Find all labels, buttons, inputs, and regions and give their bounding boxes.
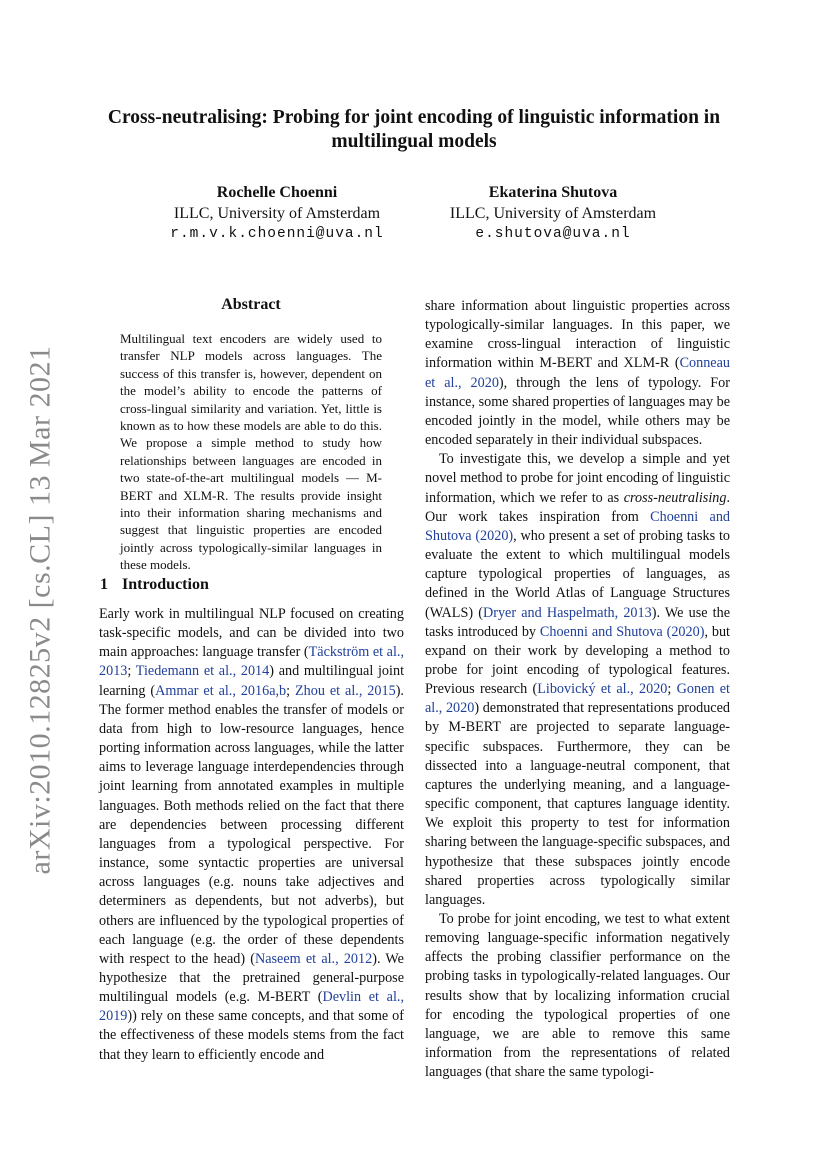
body-text: Early work in multilingual NLP focused on creating task-specific models, and can be divided into two main approaches: language transfer ( <box>99 606 404 661</box>
body-text: ; <box>127 663 136 680</box>
citation-link[interactable]: Devlin et al., 2019 <box>99 989 405 1025</box>
section-heading <box>100 576 209 594</box>
citation-link[interactable]: Choenni and Shutova (2020) <box>425 508 731 544</box>
author-affiliation: ILLC, University of Amsterdam <box>449 205 657 222</box>
author-email[interactable]: r.m.v.k.choenni@uva.nl <box>170 226 384 242</box>
paragraph <box>99 605 404 1065</box>
citation-link[interactable]: Zhou et al., 2015 <box>295 682 396 699</box>
abstract-heading: Abstract <box>221 296 281 313</box>
author-email[interactable]: e.shutova@uva.nl <box>475 226 631 242</box>
paragraph <box>425 910 730 1082</box>
author-affiliation: ILLC, University of Amsterdam <box>173 205 381 222</box>
body-text: ). We use the tasks introduced by <box>425 604 731 640</box>
body-text: , who present a set of probing tasks to evaluate the extent to which multilingual models capture typological properties of languages, as defined in the World Atlas of Language Structures (WALS) ( <box>425 527 730 621</box>
body-text: ) and multilingual joint learning ( <box>99 663 405 699</box>
body-text: To probe for joint encoding, we test to what extent removing language-specific information negatively affects the probing classifier performance on the probing tasks in typologically-related languages. Our results show that by localizing information crucial for encoding the typological properties of one language, we are able to remove this same information from the representations of related languages (that share the same typologi- <box>425 911 730 1081</box>
paragraph <box>425 450 730 910</box>
left-column <box>99 605 404 1065</box>
author-block-1 <box>142 182 412 245</box>
body-text: ). We hypothesize that the pretrained general-purpose multilingual models (e.g. M-BERT ( <box>99 950 404 1006</box>
body-text: , but expand on their work by developing a method to probe for joint encoding of typological features. Previous research ( <box>425 623 730 698</box>
paragraph <box>425 297 730 450</box>
body-text: ). The former method enables the transfer of models or data from high to low-resource languages, hence porting information across languages, while the latter aims to leverage language interdependencies through joint learning from annotated examples in multiple languages. Both methods relied on the fact that there are dependencies between processing different languages from a typological perspective. For instance, some syntactic properties are universal across languages (e.g. nouns take adjectives and determiners as dependents, but not adverbs), but others are influenced by the typological properties of each language (e.g. the order of these dependents with respect to the head) ( <box>99 682 404 967</box>
author-name: Rochelle Choenni <box>216 184 338 201</box>
section-title: Introduction <box>122 576 209 593</box>
citation-link[interactable]: Tiedemann et al., 2014 <box>135 663 270 680</box>
arxiv-identifier: arXiv:2010.12825v2 [cs.CL] 13 Mar 2021 <box>23 345 56 875</box>
body-text: ), through the lens of typology. For instance, some shared properties of languages may be encoded jointly in the model, while others may be encoded separately in their individual subspaces. <box>425 374 730 449</box>
citation-link[interactable]: Choenni and Shutova (2020) <box>539 623 705 640</box>
body-text: To investigate this, we develop a simple and yet novel method to probe for joint encoding of linguistic information, which we refer to as <box>425 451 730 506</box>
body-text: ; <box>667 681 677 698</box>
body-text: ; <box>286 682 296 699</box>
citation-link[interactable]: Naseem et al., 2012 <box>254 950 373 967</box>
emphasis-term: cross-neutralising <box>623 489 727 506</box>
arxiv-side-stamp <box>12 345 68 875</box>
body-text: . Our work takes inspiration from <box>425 489 730 525</box>
body-text: )) rely on these same concepts, and that some of the effectiveness of these models stems from the fact that they learn to efficiently encode and <box>99 1008 404 1063</box>
abstract-text: Multilingual text encoders are widely used to transfer NLP models across languages. The success of this transfer is, however, dependent on the model’s ability to encode the patterns of cross-lingual similarity and variation. Yet, little is known as to how these models are able to do this. We propose a simple method to study how relationships between languages are encoded in two state-of-the-art multilingual models — M-BERT and XLM-R. The results provide insight into their information sharing mechanisms and suggest that linguistic properties are encoded jointly across typologically-similar languages in these models. <box>120 331 382 573</box>
right-column <box>425 297 730 1082</box>
paper-title: Cross-neutralising: Probing for joint encoding of linguistic information in multilingual models <box>107 107 721 152</box>
citation-link[interactable]: Ammar et al., 2016a,b <box>155 682 287 699</box>
body-text: ) demonstrated that representations produced by M-BERT are projected to separate language-specific subspaces. Furthermore, they can be dissected into a language-neutral component, that captures the underlying meaning, and a language-specific component, that captures language identity. We exploit this property to test for information sharing between the language-specific subspaces, and hypothesize that these subspaces jointly encode shared properties across typologically similar languages. <box>425 700 730 908</box>
citation-link[interactable]: Libovický et al., 2020 <box>537 681 668 698</box>
section-number: 1 <box>100 576 108 593</box>
body-text: share information about linguistic properties across typologically-similar languages. In this paper, we examine cross-lingual interaction of linguistic information within M-BERT and XLM-R ( <box>425 298 730 372</box>
author-name: Ekaterina Shutova <box>488 184 618 201</box>
author-block-2 <box>418 182 688 245</box>
citation-link[interactable]: Dryer and Haspelmath, 2013 <box>482 604 652 621</box>
citation-link[interactable]: Täckström et al., 2013 <box>99 644 404 680</box>
citation-link[interactable]: Conneau et al., 2020 <box>425 355 730 391</box>
citation-link[interactable]: Gonen et al., 2020 <box>425 681 730 717</box>
